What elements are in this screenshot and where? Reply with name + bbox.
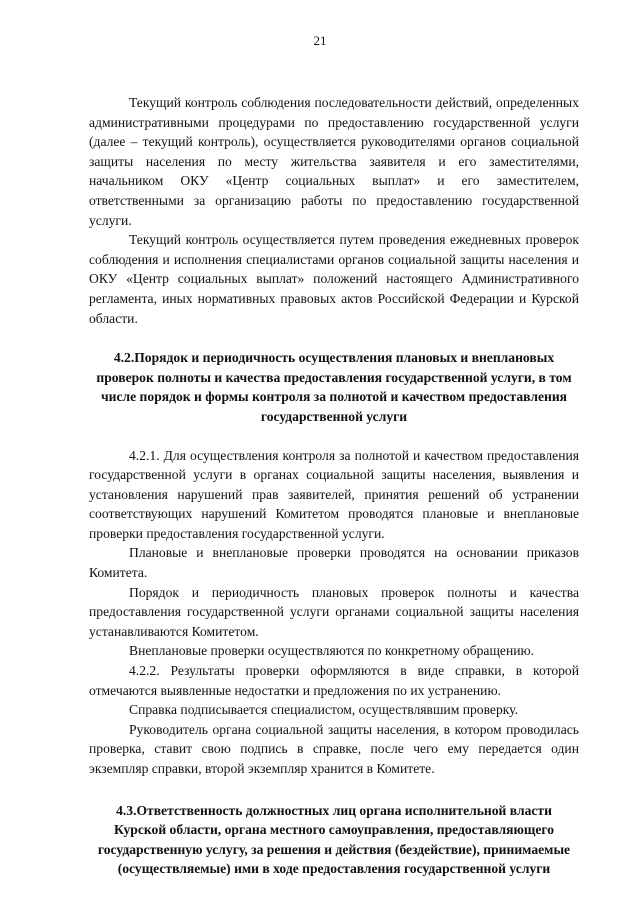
section-heading-4-3: 4.3.Ответственность должностных лиц органа исполнительной власти Курской области, органа местного самоуправления, предоставляющего государственную услугу, за решения и действия (бездействие), принимаемые (осуществляемые) ими в ходе предоставления государственной услуги xyxy=(97,802,571,877)
paragraph: 4.2.1. Для осуществления контроля за полнотой и качеством предоставления государственной услуги в органах социальной защиты населения, выявления и установления нарушений прав заявителей, принятия решений об устранении соответствующих нарушений Комитетом проводятся плановые и внеплановые проверки предоставления государственной услуги. xyxy=(89,447,579,541)
page-number: 21 xyxy=(313,33,327,48)
paragraph: Руководитель органа социальной защиты населения, в котором проводилась проверка, ставит свою подпись в справке, после чего ему передается один экземпляр справки, второй экземпляр хранится в Комитете. xyxy=(89,721,579,776)
section-heading-4-2: 4.2.Порядок и периодичность осуществления плановых и внеплановых проверок полноты и качества предоставления государственной услуги, в том числе порядок и формы контроля за полнотой и качеством предоставления государственной услуги xyxy=(96,350,572,424)
paragraph: Справка подписывается специалистом, осуществлявшим проверку. xyxy=(129,702,518,718)
document-body xyxy=(89,93,579,879)
paragraph: Текущий контроль соблюдения последовательности действий, определенных административными процедурами по предоставлению государственной услуги (далее – текущий контроль), осуществляется руководителями органов социальной защиты населения по месту жительства заявителя и его заместителями, начальником ОКУ «Центр социальных выплат» и его заместителем, ответственными за организацию работы по предоставлению государственной услуги. xyxy=(89,95,579,228)
paragraph: Плановые и внеплановые проверки проводятся на основании приказов Комитета. xyxy=(89,545,579,581)
paragraph: Внеплановые проверки осуществляются по конкретному обращению. xyxy=(129,643,535,659)
paragraph: Порядок и периодичность плановых проверок полноты и качества предоставления государственной услуги органами социальной защиты населения устанавливаются Комитетом. xyxy=(89,584,579,639)
paragraph: Текущий контроль осуществляется путем проведения ежедневных проверок соблюдения и исполнения специалистами органов социальной защиты населения и ОКУ «Центр социальных выплат» положений настоящего Административного регламента, иных нормативных правовых актов Российской Федерации и Курской области. xyxy=(89,232,579,326)
paragraph: 4.2.2. Результаты проверки оформляются в виде справки, в которой отмечаются выявленные недостатки и предложения по их устранению. xyxy=(89,663,579,698)
